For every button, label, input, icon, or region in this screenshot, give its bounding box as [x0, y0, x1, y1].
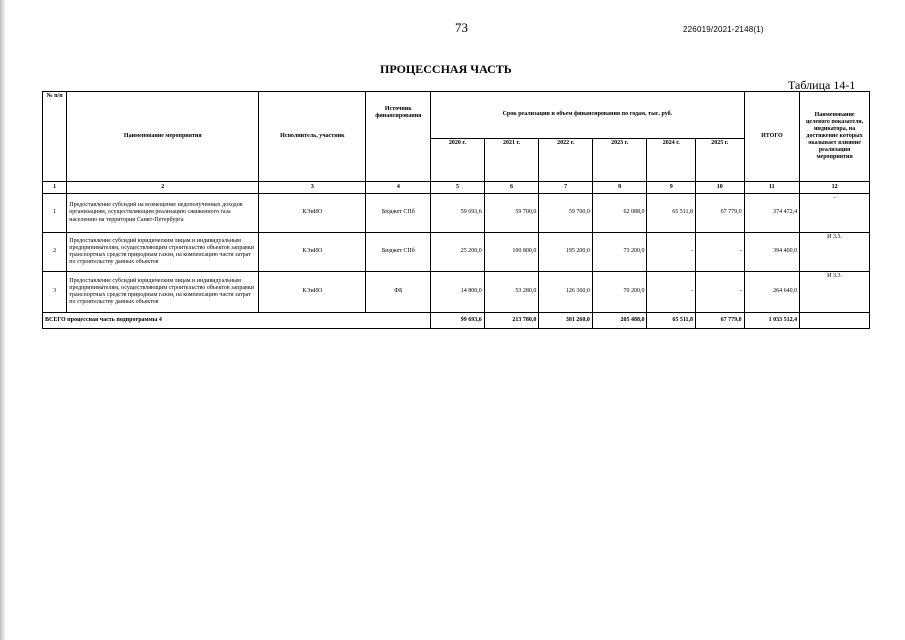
funding-source: Бюджет СПб [366, 233, 431, 272]
column-number: 7 [539, 182, 593, 194]
total-2025: 67 779,0 [695, 313, 744, 329]
amount-2021: 53 280,0 [484, 272, 539, 313]
executor: КЭиИО [259, 194, 366, 233]
header-year: 2021 г. [484, 139, 539, 182]
indicator: И 3.3. [800, 272, 870, 313]
header-year: 2025 г. [695, 139, 744, 182]
executor: КЭиИО [259, 272, 366, 313]
amount-total: 374 472,4 [744, 194, 800, 233]
header-indicator: Наименование целевого показателя, индикатора, на достижение которых оказывает влияние реализация мероприятия [800, 92, 870, 182]
amount-2024: - [647, 233, 696, 272]
header-row [43, 92, 870, 139]
header-number: № п/п [43, 92, 67, 182]
column-number: 8 [592, 182, 647, 194]
grand-total: 1 033 512,4 [744, 313, 800, 329]
header-year: 2020 г. [431, 139, 485, 182]
row-number: 1 [43, 194, 67, 233]
amount-2022: 195 200,0 [539, 233, 593, 272]
table-row [43, 233, 870, 272]
amount-2022: 126 360,0 [539, 272, 593, 313]
amount-2024: 65 511,8 [647, 194, 696, 233]
executor: КЭиИО [259, 233, 366, 272]
header-year: 2024 г. [647, 139, 696, 182]
total-2020: 99 693,6 [431, 313, 485, 329]
amount-2023: 62 088,0 [592, 194, 647, 233]
table-label: Таблица 14-1 [788, 78, 856, 92]
total-row-label: ВСЕГО процессная часть подпрограммы 4 [43, 313, 431, 329]
column-number: 9 [647, 182, 696, 194]
amount-2025: - [695, 233, 744, 272]
document-number: 226019/2021-2148(1) [683, 25, 764, 34]
column-number: 3 [259, 182, 366, 194]
column-number: 12 [800, 182, 870, 194]
funding-source: Бюджет СПб [366, 194, 431, 233]
column-number: 10 [695, 182, 744, 194]
amount-2021: 100 800,0 [484, 233, 539, 272]
amount-2023: 73 200,0 [592, 233, 647, 272]
financing-table [42, 91, 870, 329]
amount-2023: 70 200,0 [592, 272, 647, 313]
table-row [43, 272, 870, 313]
column-number: 5 [431, 182, 485, 194]
column-numbers-row [43, 182, 870, 194]
amount-2020: 59 693,6 [431, 194, 485, 233]
amount-2025: - [695, 272, 744, 313]
header-executor: Исполнитель, участник [259, 92, 366, 182]
column-number: 6 [484, 182, 539, 194]
activity-name: Предоставление субсидий на возмещение недополученных доходов организациям, осуществляющим реализацию сжиженного газа населению на территории Санкт-Петербурга [67, 194, 259, 233]
column-number: 1 [43, 182, 67, 194]
header-activity-name: Наименование мероприятия [67, 92, 259, 182]
amount-2020: 14 800,0 [431, 272, 485, 313]
indicator: И 3.3. [800, 233, 870, 272]
section-title: ПРОЦЕССНАЯ ЧАСТЬ [380, 62, 512, 76]
total-2024: 65 511,8 [647, 313, 696, 329]
activity-name: Предоставление субсидий юридическим лицам и индивидуальным предпринимателям, осуществляющим строительство объектов заправки транспортных средств природным газом, на компенсацию части затрат по строительству данных объектов [67, 233, 259, 272]
amount-total: 394 400,0 [744, 233, 800, 272]
total-indicator-empty [800, 313, 870, 329]
row-number: 2 [43, 233, 67, 272]
funding-source: ФБ [366, 272, 431, 313]
amount-2022: 59 700,0 [539, 194, 593, 233]
amount-2021: 59 700,0 [484, 194, 539, 233]
header-total: ИТОГО [744, 92, 800, 182]
total-2023: 205 488,0 [592, 313, 647, 329]
column-number: 4 [366, 182, 431, 194]
amount-2020: 25 200,0 [431, 233, 485, 272]
header-year: 2023 г. [592, 139, 647, 182]
total-2022: 381 260,0 [539, 313, 593, 329]
total-2021: 213 780,0 [484, 313, 539, 329]
column-number: 2 [67, 182, 259, 194]
amount-2025: 67 779,0 [695, 194, 744, 233]
row-number: 3 [43, 272, 67, 313]
total-row [43, 313, 870, 329]
header-funding-source: Источник финансирования [366, 92, 431, 182]
indicator: - [800, 194, 870, 233]
page-number: 73 [455, 20, 468, 35]
table-row [43, 194, 870, 233]
scan-edge-shadow [0, 0, 6, 640]
header-year: 2022 г. [539, 139, 593, 182]
header-period: Срок реализации и объем финансирования по годам, тыс. руб. [431, 92, 744, 139]
amount-2024: - [647, 272, 696, 313]
amount-total: 264 640,0 [744, 272, 800, 313]
activity-name: Предоставление субсидий юридическим лицам и индивидуальным предпринимателям, осуществляющим строительство объектов заправки транспортных средств природным газом, на компенсацию части затрат по строительству данных объектов [67, 272, 259, 313]
column-number: 11 [744, 182, 800, 194]
